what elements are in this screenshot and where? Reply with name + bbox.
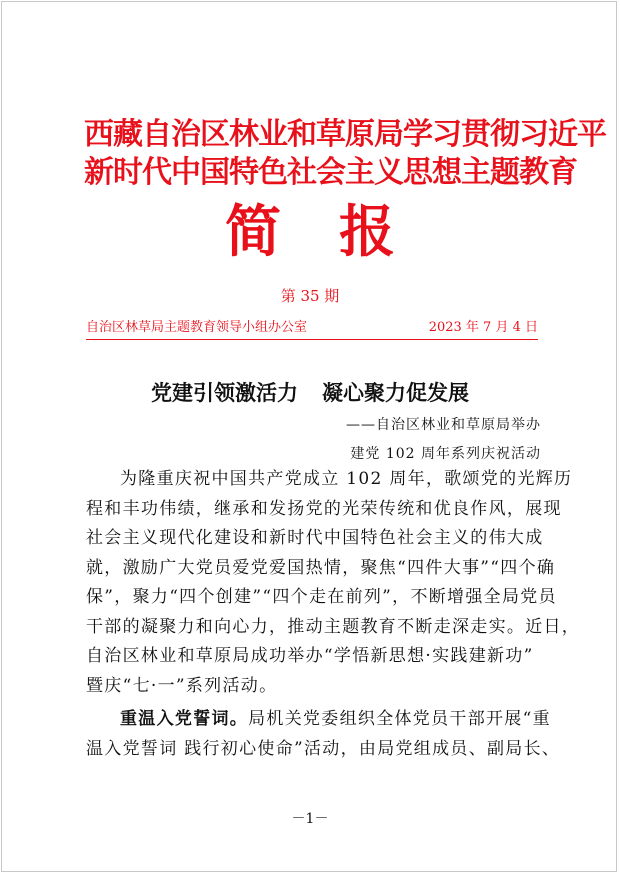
paragraph-line: 为隆重庆祝中国共产党成立 102 周年，歌颂党的光辉历 (120, 469, 573, 489)
paragraph-line: 程和丰功伟绩，继承和发扬党的光荣传统和优良作风，展现 (86, 498, 562, 519)
article-subtitle-line-1: ——自治区林业和草原局举办 (346, 417, 541, 433)
paragraph-line: 社会主义现代化建设和新时代中国特色社会主义的伟大成 (86, 528, 544, 548)
paragraph-line: 温入党誓词 践行初心使命”活动，由局党组成员、副局长、 (86, 738, 561, 759)
masthead-title-line-1: 西藏自治区林业和草原局学习贯彻习近平 (84, 117, 606, 152)
masthead-title (84, 116, 606, 192)
paragraph-line: 干部的凝聚力和向心力，推动主题教育不断走深走实。近日， (86, 616, 581, 637)
article-title-part-2: 凝心聚力促发展 (322, 380, 469, 405)
paragraph-line: 暨庆“七·一”系列活动。 (86, 675, 278, 696)
paragraph-line: 自治区林业和草原局成功举办“学悟新思想·实践建新功” (86, 646, 534, 666)
issuer-line (86, 319, 538, 337)
masthead-title-line-2: 新时代中国特色社会主义思想主题教育 (84, 155, 577, 190)
article-subtitle-line-2: 建党 102 周年系列庆祝活动 (350, 446, 541, 462)
paragraph-line: 就，激励广大党员爱党爱国热情，聚焦“四件大事”“四个确 (86, 557, 556, 578)
bulletin-title: 简报 (225, 199, 453, 265)
paragraph-line: 保”，聚力“四个创建”“四个走在前列”，不断增强全局党员 (86, 587, 557, 607)
article-title (0, 377, 620, 407)
issue-number: 第 35 期 (280, 287, 340, 305)
red-divider (86, 339, 538, 340)
paragraph-1 (86, 465, 581, 701)
issue-date: 2023 年 7 月 4 日 (428, 320, 538, 335)
paragraph-2-text: 局机关党委组织全体党员干部开展“重 (248, 709, 551, 729)
paragraph-line (86, 705, 551, 735)
issuing-office: 自治区林草局主题教育领导小组办公室 (86, 320, 308, 335)
paragraph-2 (86, 705, 561, 764)
paragraph-2-heading: 重温入党誓词。 (120, 709, 249, 729)
page-number: －1－ (291, 811, 329, 827)
article-title-part-1: 党建引领激活力 (151, 380, 298, 405)
